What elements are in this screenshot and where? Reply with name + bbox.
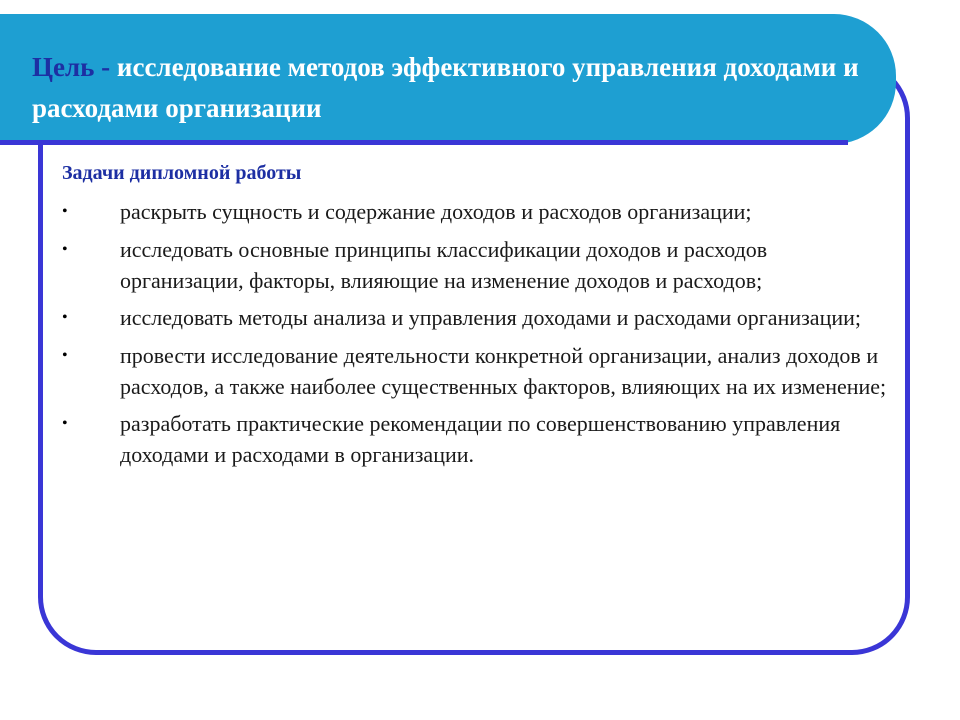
slide-title xyxy=(32,47,872,129)
bullet-icon: • xyxy=(62,309,68,326)
task-item xyxy=(62,196,892,228)
task-text: раскрыть сущность и содержание доходов и расходов организации; xyxy=(120,199,752,224)
tasks-heading: Задачи дипломной работы xyxy=(62,162,302,184)
task-list xyxy=(62,196,892,476)
bullet-icon: • xyxy=(62,415,68,432)
task-text: провести исследование деятельности конкретной организации, анализ доходов и расходов, а также наиболее существенных факторов, влияющих на их изменение; xyxy=(120,343,887,399)
task-item xyxy=(62,302,892,334)
title-accent: Цель - xyxy=(32,52,111,82)
task-text: исследовать методы анализа и управления доходами и расходами организации; xyxy=(120,305,862,330)
title-banner xyxy=(0,14,896,144)
task-item xyxy=(62,340,892,402)
task-item xyxy=(62,234,892,296)
task-item xyxy=(62,408,892,470)
title-underline xyxy=(0,140,848,145)
bullet-icon: • xyxy=(62,347,68,364)
task-text: исследовать основные принципы классификации доходов и расходов организации, факторы, влияющие на изменение доходов и расходов; xyxy=(120,237,768,293)
title-main-text: исследование методов эффективного управления доходами и расходами организации xyxy=(32,52,859,123)
task-text: разработать практические рекомендации по совершенствованию управления доходами и расходами в организации. xyxy=(120,411,841,467)
bullet-icon: • xyxy=(62,203,68,220)
bullet-icon: • xyxy=(62,241,68,258)
